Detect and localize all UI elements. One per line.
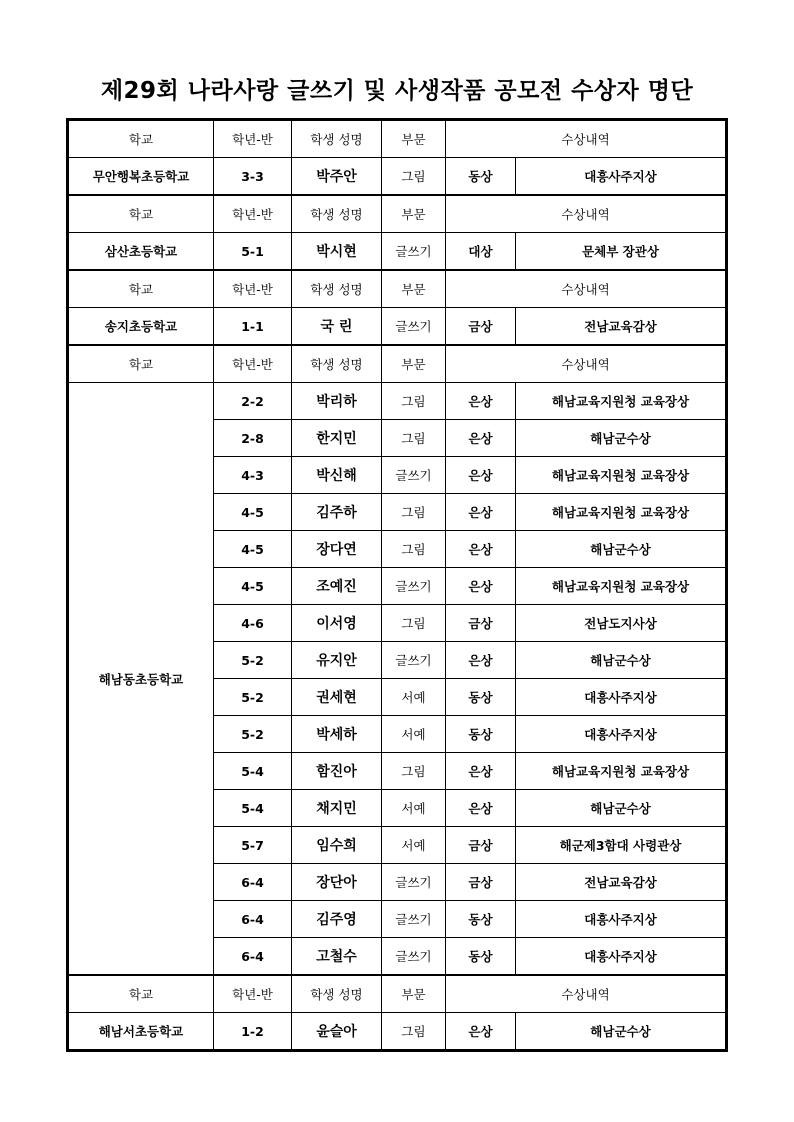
prize: 은상 bbox=[446, 494, 516, 531]
student-name: 장다연 bbox=[292, 531, 382, 568]
header-grade-class: 학년-반 bbox=[214, 195, 292, 233]
table-row bbox=[69, 158, 726, 196]
prize: 은상 bbox=[446, 457, 516, 494]
header-award: 수상내역 bbox=[446, 975, 726, 1013]
table-header-row bbox=[69, 345, 726, 383]
student-name: 유지안 bbox=[292, 642, 382, 679]
grade-class: 4-5 bbox=[214, 494, 292, 531]
prize: 동상 bbox=[446, 901, 516, 938]
division: 서예 bbox=[382, 790, 446, 827]
division: 글쓰기 bbox=[382, 568, 446, 605]
division: 글쓰기 bbox=[382, 864, 446, 901]
award-name: 해남군수상 bbox=[516, 531, 726, 568]
award-name: 해남군수상 bbox=[516, 790, 726, 827]
division: 서예 bbox=[382, 716, 446, 753]
grade-class: 4-5 bbox=[214, 531, 292, 568]
grade-class: 2-8 bbox=[214, 420, 292, 457]
student-name: 이서영 bbox=[292, 605, 382, 642]
header-school: 학교 bbox=[69, 121, 214, 158]
table-row bbox=[69, 1013, 726, 1050]
student-name: 박세하 bbox=[292, 716, 382, 753]
student-name: 함진아 bbox=[292, 753, 382, 790]
division: 글쓰기 bbox=[382, 457, 446, 494]
student-name: 박리하 bbox=[292, 383, 382, 420]
header-student-name: 학생 성명 bbox=[292, 270, 382, 308]
student-name: 권세현 bbox=[292, 679, 382, 716]
grade-class: 2-2 bbox=[214, 383, 292, 420]
student-name: 한지민 bbox=[292, 420, 382, 457]
award-name: 해남교육지원청 교육장상 bbox=[516, 753, 726, 790]
prize: 금상 bbox=[446, 308, 516, 346]
student-name: 김주하 bbox=[292, 494, 382, 531]
division: 글쓰기 bbox=[382, 642, 446, 679]
header-grade-class: 학년-반 bbox=[214, 975, 292, 1013]
division: 그림 bbox=[382, 531, 446, 568]
school-name: 무안행복초등학교 bbox=[69, 158, 214, 196]
award-name: 해남군수상 bbox=[516, 420, 726, 457]
prize: 은상 bbox=[446, 420, 516, 457]
award-name: 전남교육감상 bbox=[516, 308, 726, 346]
award-table-body bbox=[69, 121, 726, 1050]
student-name: 김주영 bbox=[292, 901, 382, 938]
table-row bbox=[69, 308, 726, 346]
award-name: 해남교육지원청 교육장상 bbox=[516, 457, 726, 494]
division: 글쓰기 bbox=[382, 901, 446, 938]
header-school: 학교 bbox=[69, 975, 214, 1013]
grade-class: 6-4 bbox=[214, 901, 292, 938]
student-name: 장단아 bbox=[292, 864, 382, 901]
grade-class: 6-4 bbox=[214, 864, 292, 901]
grade-class: 1-1 bbox=[214, 308, 292, 346]
header-award: 수상내역 bbox=[446, 345, 726, 383]
table-header-row bbox=[69, 270, 726, 308]
division: 글쓰기 bbox=[382, 233, 446, 271]
student-name: 조예진 bbox=[292, 568, 382, 605]
award-name: 대흥사주지상 bbox=[516, 716, 726, 753]
award-name: 해군제3함대 사령관상 bbox=[516, 827, 726, 864]
header-school: 학교 bbox=[69, 345, 214, 383]
division: 그림 bbox=[382, 420, 446, 457]
header-student-name: 학생 성명 bbox=[292, 195, 382, 233]
header-award: 수상내역 bbox=[446, 270, 726, 308]
division: 그림 bbox=[382, 605, 446, 642]
prize: 은상 bbox=[446, 790, 516, 827]
page-title: 제29회 나라사랑 글쓰기 및 사생작품 공모전 수상자 명단 bbox=[100, 78, 694, 104]
award-name: 대흥사주지상 bbox=[516, 901, 726, 938]
table-header-row bbox=[69, 975, 726, 1013]
prize: 은상 bbox=[446, 383, 516, 420]
prize: 동상 bbox=[446, 158, 516, 196]
header-division: 부문 bbox=[382, 270, 446, 308]
grade-class: 4-5 bbox=[214, 568, 292, 605]
award-table bbox=[68, 120, 726, 1050]
prize: 대상 bbox=[446, 233, 516, 271]
student-name: 윤슬아 bbox=[292, 1013, 382, 1050]
division: 글쓰기 bbox=[382, 308, 446, 346]
table-header-row bbox=[69, 195, 726, 233]
student-name: 채지민 bbox=[292, 790, 382, 827]
division: 글쓰기 bbox=[382, 938, 446, 976]
prize: 은상 bbox=[446, 753, 516, 790]
award-name: 전남교육감상 bbox=[516, 864, 726, 901]
header-grade-class: 학년-반 bbox=[214, 121, 292, 158]
table-header-row bbox=[69, 121, 726, 158]
prize: 금상 bbox=[446, 864, 516, 901]
division: 그림 bbox=[382, 158, 446, 196]
header-grade-class: 학년-반 bbox=[214, 345, 292, 383]
award-name: 대흥사주지상 bbox=[516, 938, 726, 976]
grade-class: 1-2 bbox=[214, 1013, 292, 1050]
prize: 은상 bbox=[446, 568, 516, 605]
prize: 동상 bbox=[446, 679, 516, 716]
header-school: 학교 bbox=[69, 195, 214, 233]
header-award: 수상내역 bbox=[446, 121, 726, 158]
student-name: 국 린 bbox=[292, 308, 382, 346]
prize: 은상 bbox=[446, 642, 516, 679]
award-name: 해남군수상 bbox=[516, 1013, 726, 1050]
prize: 금상 bbox=[446, 827, 516, 864]
award-name: 해남교육지원청 교육장상 bbox=[516, 383, 726, 420]
grade-class: 3-3 bbox=[214, 158, 292, 196]
division: 그림 bbox=[382, 383, 446, 420]
student-name: 고철수 bbox=[292, 938, 382, 976]
award-name: 해남군수상 bbox=[516, 642, 726, 679]
student-name: 박주안 bbox=[292, 158, 382, 196]
student-name: 임수희 bbox=[292, 827, 382, 864]
table-row bbox=[69, 233, 726, 271]
header-division: 부문 bbox=[382, 121, 446, 158]
grade-class: 5-2 bbox=[214, 642, 292, 679]
award-name: 전남도지사상 bbox=[516, 605, 726, 642]
header-division: 부문 bbox=[382, 975, 446, 1013]
prize: 은상 bbox=[446, 531, 516, 568]
school-name: 삼산초등학교 bbox=[69, 233, 214, 271]
header-student-name: 학생 성명 bbox=[292, 345, 382, 383]
grade-class: 4-3 bbox=[214, 457, 292, 494]
grade-class: 4-6 bbox=[214, 605, 292, 642]
header-student-name: 학생 성명 bbox=[292, 975, 382, 1013]
header-school: 학교 bbox=[69, 270, 214, 308]
prize: 동상 bbox=[446, 938, 516, 976]
school-name: 해남서초등학교 bbox=[69, 1013, 214, 1050]
header-award: 수상내역 bbox=[446, 195, 726, 233]
award-name: 문체부 장관상 bbox=[516, 233, 726, 271]
award-name: 대흥사주지상 bbox=[516, 158, 726, 196]
grade-class: 5-7 bbox=[214, 827, 292, 864]
student-name: 박신해 bbox=[292, 457, 382, 494]
prize: 금상 bbox=[446, 605, 516, 642]
school-name: 해남동초등학교 bbox=[69, 383, 214, 976]
prize: 은상 bbox=[446, 1013, 516, 1050]
division: 그림 bbox=[382, 494, 446, 531]
award-name: 대흥사주지상 bbox=[516, 679, 726, 716]
award-name: 해남교육지원청 교육장상 bbox=[516, 568, 726, 605]
division: 그림 bbox=[382, 1013, 446, 1050]
school-name: 송지초등학교 bbox=[69, 308, 214, 346]
grade-class: 5-2 bbox=[214, 679, 292, 716]
grade-class: 5-1 bbox=[214, 233, 292, 271]
student-name: 박시현 bbox=[292, 233, 382, 271]
grade-class: 5-4 bbox=[214, 753, 292, 790]
grade-class: 5-2 bbox=[214, 716, 292, 753]
grade-class: 5-4 bbox=[214, 790, 292, 827]
header-division: 부문 bbox=[382, 345, 446, 383]
header-grade-class: 학년-반 bbox=[214, 270, 292, 308]
header-division: 부문 bbox=[382, 195, 446, 233]
award-name: 해남교육지원청 교육장상 bbox=[516, 494, 726, 531]
division: 그림 bbox=[382, 753, 446, 790]
grade-class: 6-4 bbox=[214, 938, 292, 976]
table-row bbox=[69, 383, 726, 420]
division: 서예 bbox=[382, 679, 446, 716]
prize: 동상 bbox=[446, 716, 516, 753]
division: 서예 bbox=[382, 827, 446, 864]
header-student-name: 학생 성명 bbox=[292, 121, 382, 158]
